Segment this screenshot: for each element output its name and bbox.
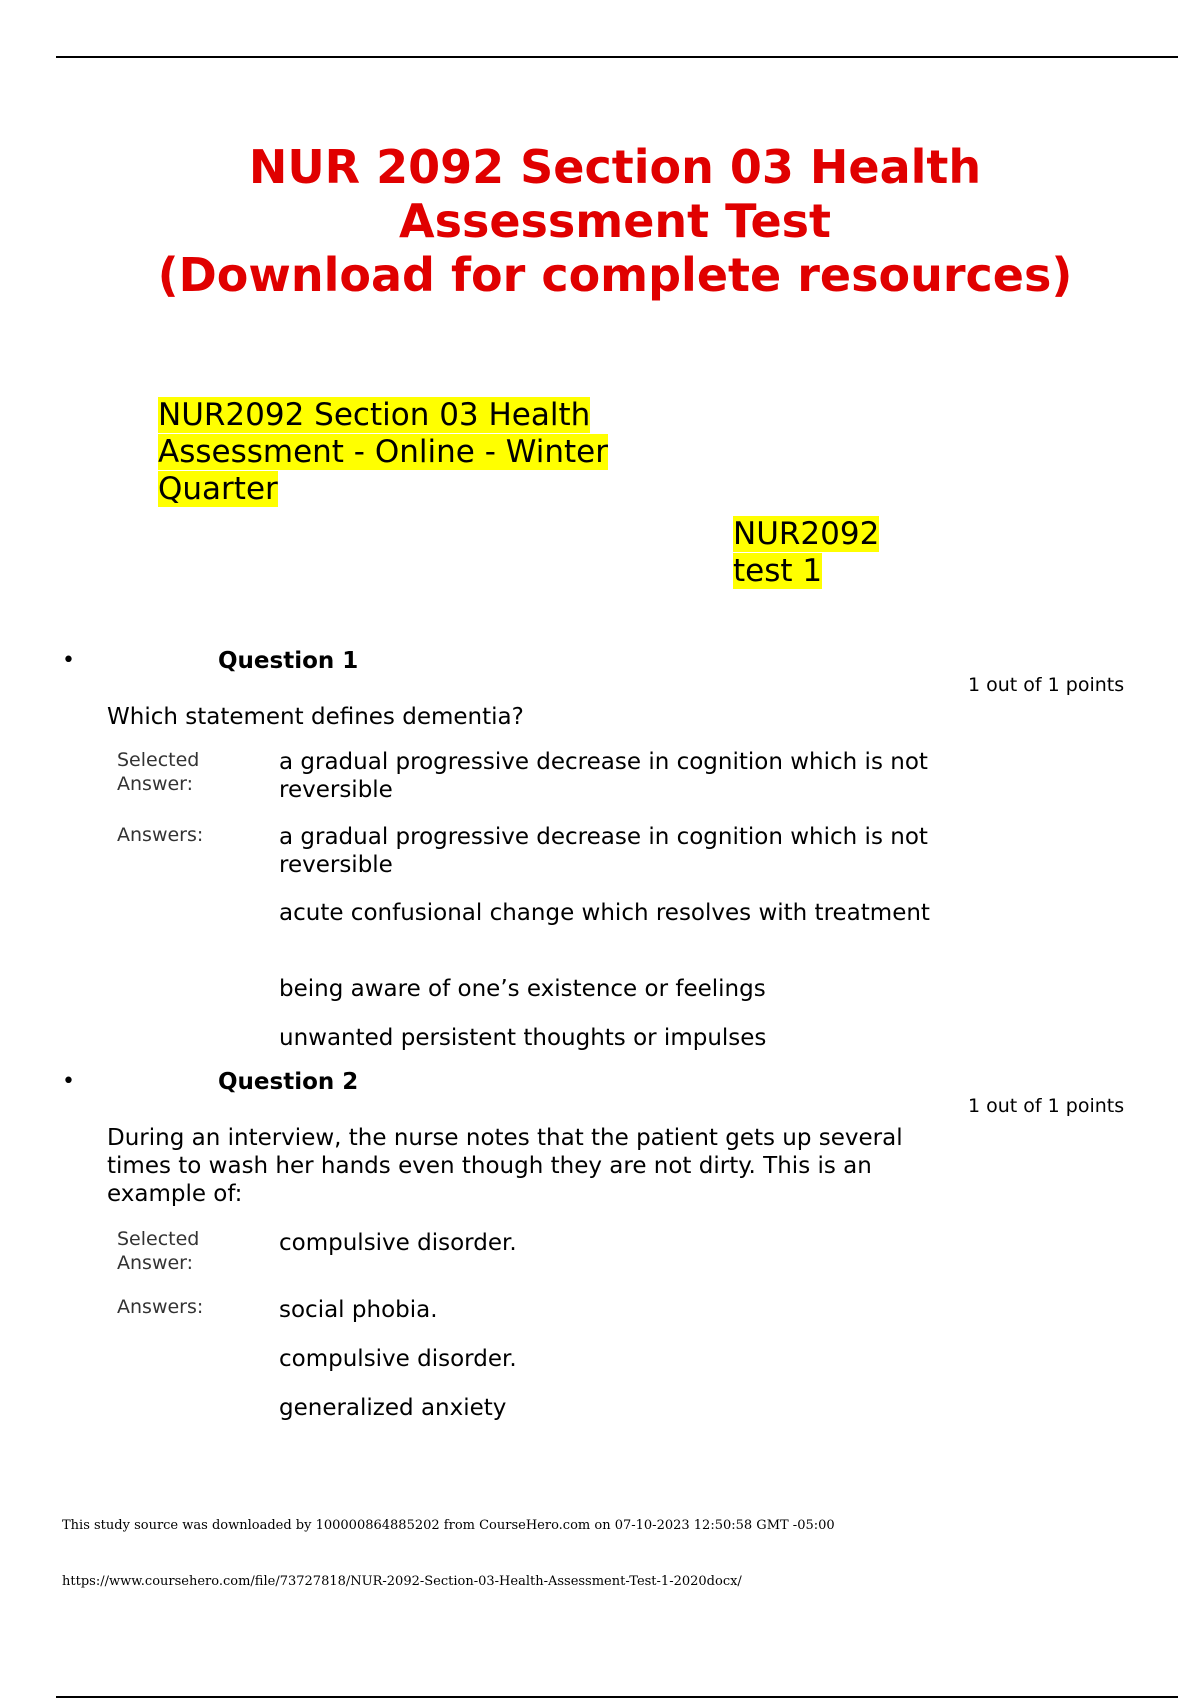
bullet-icon: • — [62, 1069, 75, 1094]
question-points: 1 out of 1 points — [968, 1095, 1125, 1117]
answer-option: unwanted persistent thoughts or impulses — [279, 1025, 767, 1051]
question-points: 1 out of 1 points — [968, 674, 1125, 696]
test-name — [733, 516, 933, 590]
selected-answer: a gradual progressive decrease in cognition which is not reversible — [279, 749, 928, 803]
answer-option: compulsive disorder. — [279, 1346, 517, 1372]
answers-label: Answers: — [117, 824, 204, 846]
top-rule — [56, 56, 1178, 58]
bullet-icon: • — [62, 648, 75, 673]
answers-label: Answers: — [117, 1296, 204, 1318]
selected-answer: compulsive disorder. — [279, 1230, 517, 1256]
source-url[interactable]: https://www.coursehero.com/file/73727818/NUR-2092-Section-03-Health-Assessment-Test-1-2020docx/ — [62, 1574, 742, 1589]
question-label: Question 2 — [218, 1069, 359, 1095]
source-note: This study source was downloaded by 100000864885202 from CourseHero.com on 07-10-2023 12:50:58 GMT -05:00 — [62, 1518, 835, 1533]
bottom-rule — [56, 1696, 1178, 1698]
course-title-text: NUR2092 Section 03 Health Assessment - Online - Winter Quarter — [158, 397, 608, 507]
answer-option: social phobia. — [279, 1297, 438, 1323]
question-label: Question 1 — [218, 648, 359, 674]
test-name-text: NUR2092 test 1 — [733, 516, 880, 589]
answer-option: a gradual progressive decrease in cognition which is not reversible — [279, 824, 928, 878]
answer-option: being aware of one’s existence or feelings — [279, 976, 766, 1002]
answer-option: acute confusional change which resolves with treatment — [279, 900, 930, 926]
course-title — [158, 397, 658, 508]
selected-answer-label: Selected Answer: — [117, 1228, 200, 1274]
answer-option: generalized anxiety — [279, 1395, 507, 1421]
selected-answer-label: Selected Answer: — [117, 749, 200, 795]
document-title: NUR 2092 Section 03 Health Assessment Test (Download for complete resources) — [157, 140, 1073, 302]
question-text: During an interview, the nurse notes that the patient gets up several times to wash her hands even though they are not dirty. This is an example of: — [107, 1125, 903, 1207]
question-text: Which statement defines dementia? — [107, 704, 524, 730]
